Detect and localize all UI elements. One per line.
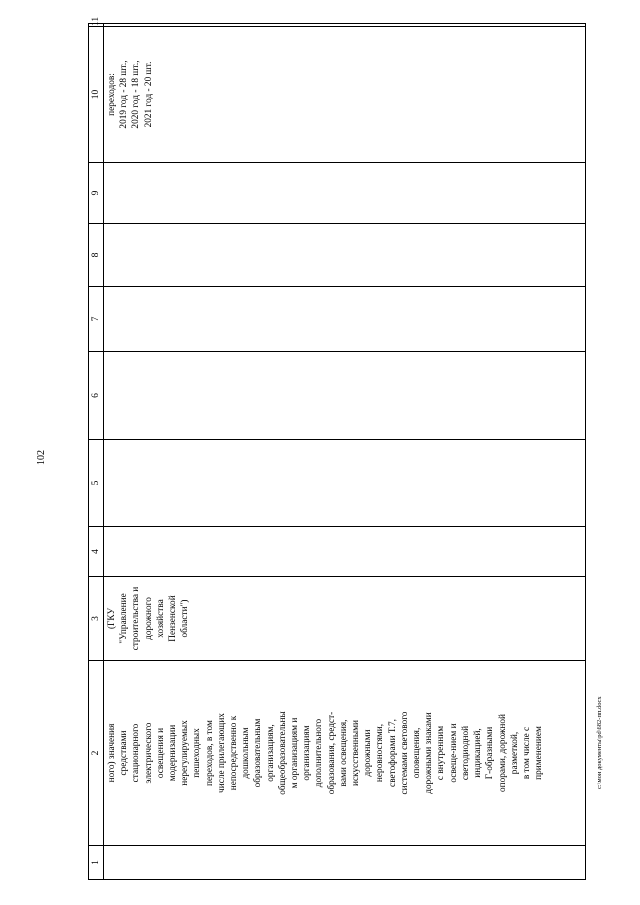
cell-col-2-text <box>104 661 545 845</box>
cell-line: стационарного <box>131 723 142 783</box>
cell-line: организациям <box>302 725 313 781</box>
cell-line: "Управление <box>119 593 130 644</box>
cell-col-3 <box>104 577 586 661</box>
cell-line: нерегулируемых <box>180 720 191 786</box>
cell-line: модернизации <box>168 724 179 782</box>
cell-col-9 <box>104 163 586 224</box>
cell-line: образовательным <box>253 718 264 788</box>
cell-line: светофорами Т.7, <box>387 719 398 787</box>
cell-line: в том числе с <box>521 726 532 780</box>
cell-col-7 <box>104 287 586 352</box>
cell-line: неровностями, <box>375 723 386 783</box>
cell-line: дорожными знаками <box>424 712 435 794</box>
cell-line: пешеходных <box>192 728 203 778</box>
table-row <box>104 24 586 880</box>
cell-col-1 <box>104 846 586 880</box>
data-table <box>88 16 586 880</box>
cell-line: системами светового <box>399 711 410 795</box>
cell-line: организациям, <box>265 724 276 782</box>
cell-line: переходов, в том <box>204 720 215 786</box>
cell-line: дорожного <box>143 597 154 640</box>
footer-file-path-text: c:\мои документы\pd\682-пп.docx <box>596 696 603 789</box>
cell-line: оповещения, <box>412 727 423 779</box>
col-header-8: 8 <box>89 224 104 287</box>
cell-line: Г-образными <box>485 726 496 780</box>
cell-line: строительства и <box>131 586 142 651</box>
col-header-3: 3 <box>89 577 104 661</box>
cell-col-11 <box>104 24 586 27</box>
cell-line: освеще-нием и <box>448 723 459 783</box>
cell-line: общеобразовательны <box>277 711 288 795</box>
cell-line: Пензенской <box>168 595 179 642</box>
cell-line: индикацией, <box>473 728 484 778</box>
cell-line: 2019 год - 28 шт., <box>119 60 130 129</box>
cell-line: ного) значения <box>107 723 117 783</box>
cell-line: освещения и <box>155 727 166 779</box>
cell-line: дополнительного <box>314 718 325 788</box>
cell-line: разметкой, <box>509 731 520 775</box>
col-header-4: 4 <box>89 527 104 577</box>
col-header-11: 11 <box>89 24 104 27</box>
cell-line: с внутренним <box>436 725 447 781</box>
col-header-9: 9 <box>89 163 104 224</box>
cell-line: (ГКУ <box>107 607 117 630</box>
header-row <box>89 24 104 880</box>
cell-line: непосредственно к <box>229 715 240 791</box>
cell-line: переходов: <box>107 73 117 116</box>
cell-line: средствами <box>119 730 130 776</box>
col-header-10: 10 <box>89 27 104 163</box>
cell-col-10-text <box>104 27 155 162</box>
cell-line: электрического <box>143 722 154 784</box>
cell-line: 2020 год - 18 шт., <box>131 60 142 129</box>
cell-line: числе прилегающих <box>216 713 227 793</box>
cell-line: опорами, дорожной <box>497 713 508 793</box>
cell-line: вами освещения, <box>338 719 349 787</box>
col-header-1: 1 <box>89 846 104 880</box>
cell-col-5 <box>104 440 586 527</box>
cell-col-6 <box>104 352 586 440</box>
cell-line: дошкольным <box>241 727 252 779</box>
cell-line: дорожными <box>363 729 374 777</box>
cell-line: светодиодной <box>460 725 471 781</box>
cell-line: применением <box>534 726 545 780</box>
cell-col-8 <box>104 224 586 287</box>
cell-line: хозяйства <box>155 599 166 638</box>
cell-line: образования, средст- <box>326 711 337 795</box>
col-header-5: 5 <box>89 440 104 527</box>
col-header-6: 6 <box>89 352 104 440</box>
col-header-2: 2 <box>89 661 104 846</box>
cell-col-4 <box>104 527 586 577</box>
cell-line: области") <box>180 599 191 638</box>
cell-col-2 <box>104 661 586 846</box>
cell-col-3-text <box>104 577 191 660</box>
col-header-7: 7 <box>89 287 104 352</box>
cell-line: 2021 год - 20 шт. <box>143 61 154 128</box>
cell-col-10 <box>104 27 586 163</box>
cell-line: м организациям и <box>290 717 301 789</box>
cell-line: искусственными <box>351 720 362 786</box>
page-number: 102 <box>36 450 47 465</box>
